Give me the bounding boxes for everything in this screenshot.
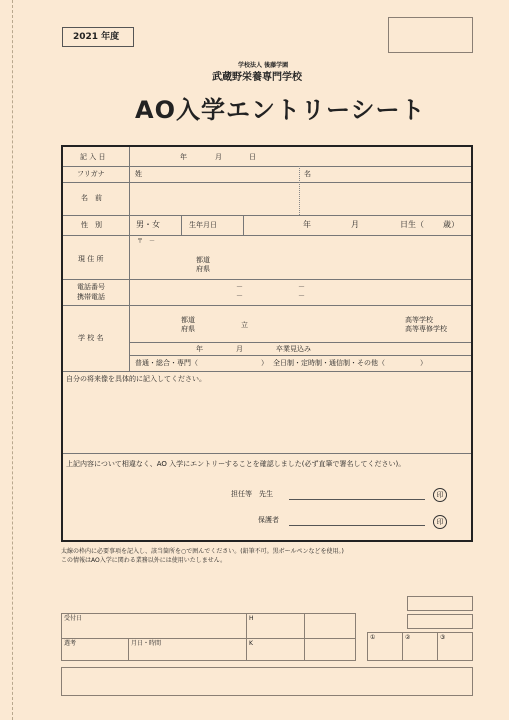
office-box-top [407, 596, 473, 611]
note-1: 太線の枠内に必要事項を記入し、該当箇所を○で囲んでください。(鉛筆不可。黒ボールペンなどを使用。) [61, 548, 344, 555]
school-name: 武蔵野栄養専門学校 [212, 72, 302, 83]
check-boxes: ① ② ③ [367, 632, 473, 661]
mobile-label: 携帯電話 [77, 293, 105, 301]
note-2: この情報はAO入学に関わる業務以外には使用いたしません。 [61, 557, 227, 564]
guardian-signature-line[interactable] [289, 525, 425, 526]
teacher-signature-line[interactable] [289, 499, 425, 500]
guardian-seal-icon: 印 [433, 515, 447, 529]
name-field[interactable] [133, 184, 469, 214]
phone-field[interactable] [133, 281, 469, 304]
photo-stamp-box [388, 17, 473, 53]
confirmation-text: 上記内容について相違なく、AO 入学にエントリーすることを確認しました(必ず直筆で署名してください)。 [66, 460, 406, 468]
teacher-label: 担任等 先生 [231, 490, 273, 498]
gender-label: 性 別 [81, 221, 102, 229]
address-field[interactable] [133, 237, 469, 278]
graduation-expected: 卒業見込み [276, 345, 311, 353]
date-label: 記 入 日 [80, 153, 106, 161]
name-label: 名 前 [81, 194, 102, 202]
furigana-label: フリガナ [77, 170, 105, 178]
school-name-field[interactable] [133, 307, 469, 341]
guardian-label: 保護者 [258, 516, 279, 524]
perforation-line [12, 0, 13, 720]
school-corporation: 学校法人 後藤学園 [238, 62, 289, 69]
address-label: 現 住 所 [78, 255, 104, 263]
date-year-field[interactable] [133, 149, 263, 165]
gender-options[interactable]: 男・女 [136, 220, 160, 229]
future-vision-prompt: 自分の将来像を具体的に記入してください。 [66, 375, 206, 383]
birth-label: 生年月日 [189, 221, 217, 229]
phone-label: 電話番号 [77, 283, 105, 291]
furigana-field[interactable] [133, 167, 469, 181]
year-badge: 2021 年度 [62, 27, 134, 47]
teacher-seal-icon: 印 [433, 488, 447, 502]
office-bottom-box [61, 667, 473, 696]
office-box-mid [407, 614, 473, 629]
office-table: 受付日 H 選考 月日・時間 K [61, 613, 356, 661]
entry-form: 記 入 日 年 月 日 フリガナ 姓 名 名 前 性 別 男・女 生年月日 年 月 日生（ 歳） 現 住 所 〒 － 都道 府県 電話番号 携帯電話 － － － － 学 校 名 都道 府県 立 高等学校 高等専修学校 年 月 卒業見込み 普通・総合・専門（ ） 全日制・定時制・通信制・その他（ ） 自分の将来像を具体的に記入してください。 上記内容について相違なく、AO 入学にエントリーすることを確認しました(必ず直筆で署名してください)。 担任等 先生 印 保護者 印 [61, 145, 473, 542]
school-label: 学 校 名 [78, 334, 104, 342]
enrollment-type-options[interactable]: 全日制・定時制・通信制・その他（ ） [273, 359, 427, 367]
course-options[interactable]: 普通・総合・専門（ ） [135, 359, 268, 367]
postal-mark: 〒 － [137, 238, 156, 245]
future-vision-field[interactable] [65, 387, 469, 451]
page-title: AO入学エントリーシート [135, 96, 426, 124]
